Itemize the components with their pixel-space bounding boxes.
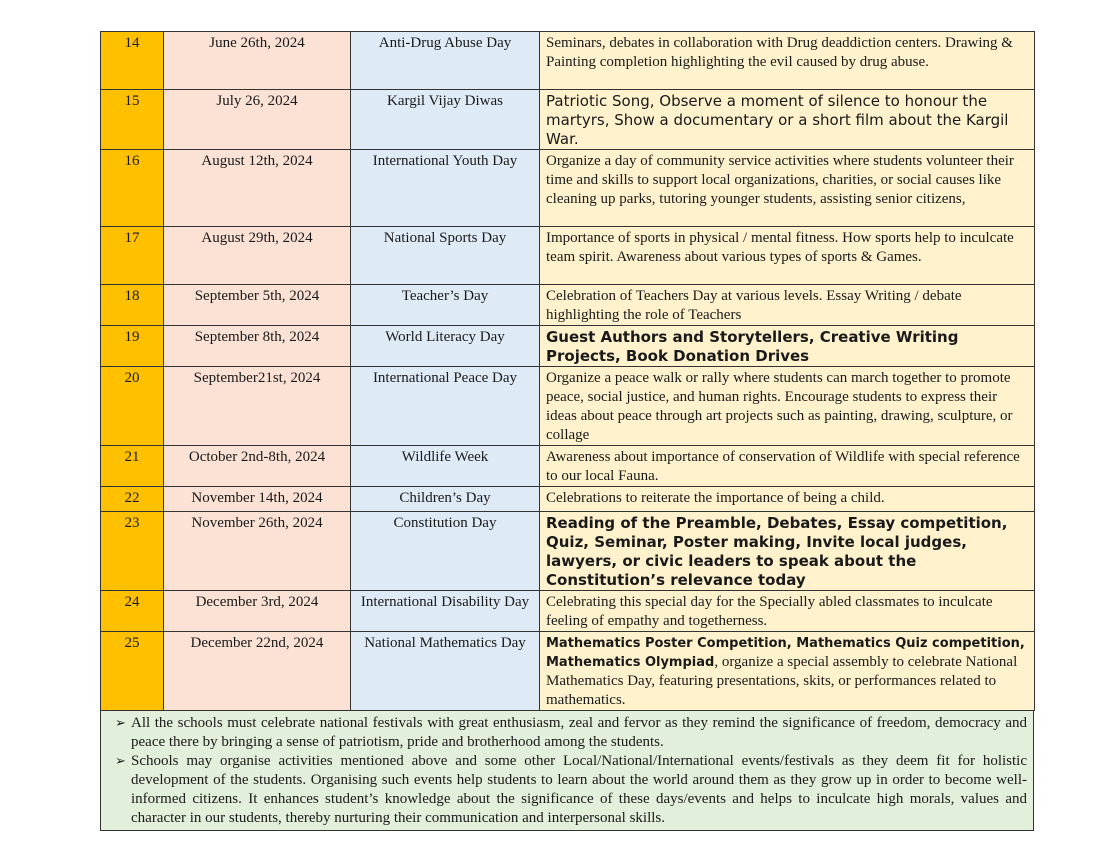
row-number: 14 (101, 32, 164, 90)
table-row (101, 150, 1035, 227)
event-name: Kargil Vijay Diwas (351, 90, 540, 150)
event-date: September 5th, 2024 (164, 285, 351, 326)
note-text: All the schools must celebrate national festivals with great enthusiasm, zeal and fervor as they remind the significance of freedom, democracy and peace there by bringing a sense of patriotism, pride and brotherhood among the students. (131, 715, 1027, 750)
event-activity: Celebrating this special day for the Specially abled classmates to inculcate feeling of empathy and togetherness. (540, 591, 1035, 632)
event-date: July 26, 2024 (164, 90, 351, 150)
notes-section (100, 711, 1034, 831)
activity-bold-part: Mathematics Poster Competition, Mathematics Quiz competition, Mathematics Olympiad (546, 636, 1025, 670)
note-item (115, 714, 1027, 752)
event-date: December 3rd, 2024 (164, 591, 351, 632)
event-activity: Importance of sports in physical / mental fitness. How sports help to inculcate team spirit. Awareness about various types of sports & Games. (540, 227, 1035, 285)
event-name: International Youth Day (351, 150, 540, 227)
row-number: 17 (101, 227, 164, 285)
table-row (101, 90, 1035, 150)
event-name: Teacher’s Day (351, 285, 540, 326)
table-row (101, 512, 1035, 591)
row-number: 20 (101, 367, 164, 446)
row-number: 22 (101, 487, 164, 512)
event-activity: Patriotic Song, Observe a moment of silence to honour the martyrs, Show a documentary or a short film about the Kargil War. (540, 90, 1035, 150)
table-row (101, 591, 1035, 632)
event-name: International Peace Day (351, 367, 540, 446)
table-row (101, 632, 1035, 711)
event-activity: Reading of the Preamble, Debates, Essay competition, Quiz, Seminar, Poster making, Invite local judges, lawyers, or civic leaders to speak about the Constitution’s relevance today (540, 512, 1035, 591)
document-page (100, 31, 1034, 831)
activity-rest: , organize a special assembly to celebrate National Mathematics Day, featuring presentations, skits, or performances related to mathematics. (546, 654, 1018, 708)
row-number: 16 (101, 150, 164, 227)
event-date: November 14th, 2024 (164, 487, 351, 512)
table-row (101, 227, 1035, 285)
event-date: September 8th, 2024 (164, 326, 351, 367)
row-number: 25 (101, 632, 164, 711)
note-text: Schools may organise activities mentioned above and some other Local/National/International events/festivals as they deem fit for holistic development of the students. Organising such events help students to learn about the world around them as they grow up in order to become well-informed citizens. It enhances student’s knowledge about the significance of these days/events and helps to inculcate high morals, values and character in our students, thereby nurturing their communication and interpersonal skills. (131, 753, 1027, 826)
row-number: 24 (101, 591, 164, 632)
event-name: Children’s Day (351, 487, 540, 512)
event-name: Anti-Drug Abuse Day (351, 32, 540, 90)
table-row (101, 487, 1035, 512)
event-name: National Sports Day (351, 227, 540, 285)
event-activity: Celebration of Teachers Day at various levels. Essay Writing / debate highlighting the role of Teachers (540, 285, 1035, 326)
arrow-bullet-icon: ➢ (115, 754, 126, 769)
event-name: Constitution Day (351, 512, 540, 591)
event-activity: Seminars, debates in collaboration with Drug deaddiction centers. Drawing & Painting completion highlighting the evil caused by drug abuse. (540, 32, 1035, 90)
event-activity: Organize a peace walk or rally where students can march together to promote peace, social justice, and human rights. Encourage students to express their ideas about peace through art projects such as painting, drawing, sculpture, or collage (540, 367, 1035, 446)
event-date: October 2nd-8th, 2024 (164, 446, 351, 487)
event-date: September21st, 2024 (164, 367, 351, 446)
table-row (101, 32, 1035, 90)
event-name: World Literacy Day (351, 326, 540, 367)
row-number: 19 (101, 326, 164, 367)
event-activity: Organize a day of community service activities where students volunteer their time and skills to support local organizations, charities, or social causes like cleaning up parks, tutoring younger students, assisting senior citizens, (540, 150, 1035, 227)
event-activity: Celebrations to reiterate the importance of being a child. (540, 487, 1035, 512)
table-row (101, 367, 1035, 446)
event-name: National Mathematics Day (351, 632, 540, 711)
event-date: June 26th, 2024 (164, 32, 351, 90)
event-date: August 12th, 2024 (164, 150, 351, 227)
row-number: 15 (101, 90, 164, 150)
event-activity (540, 632, 1035, 711)
events-table (100, 31, 1035, 711)
arrow-bullet-icon: ➢ (115, 716, 126, 731)
table-row (101, 326, 1035, 367)
event-date: November 26th, 2024 (164, 512, 351, 591)
event-date: December 22nd, 2024 (164, 632, 351, 711)
event-name: International Disability Day (351, 591, 540, 632)
row-number: 18 (101, 285, 164, 326)
table-row (101, 285, 1035, 326)
note-item (115, 752, 1027, 828)
row-number: 23 (101, 512, 164, 591)
event-activity: Awareness about importance of conservation of Wildlife with special reference to our local Fauna. (540, 446, 1035, 487)
event-name: Wildlife Week (351, 446, 540, 487)
event-date: August 29th, 2024 (164, 227, 351, 285)
row-number: 21 (101, 446, 164, 487)
event-activity: Guest Authors and Storytellers, Creative Writing Projects, Book Donation Drives (540, 326, 1035, 367)
table-row (101, 446, 1035, 487)
